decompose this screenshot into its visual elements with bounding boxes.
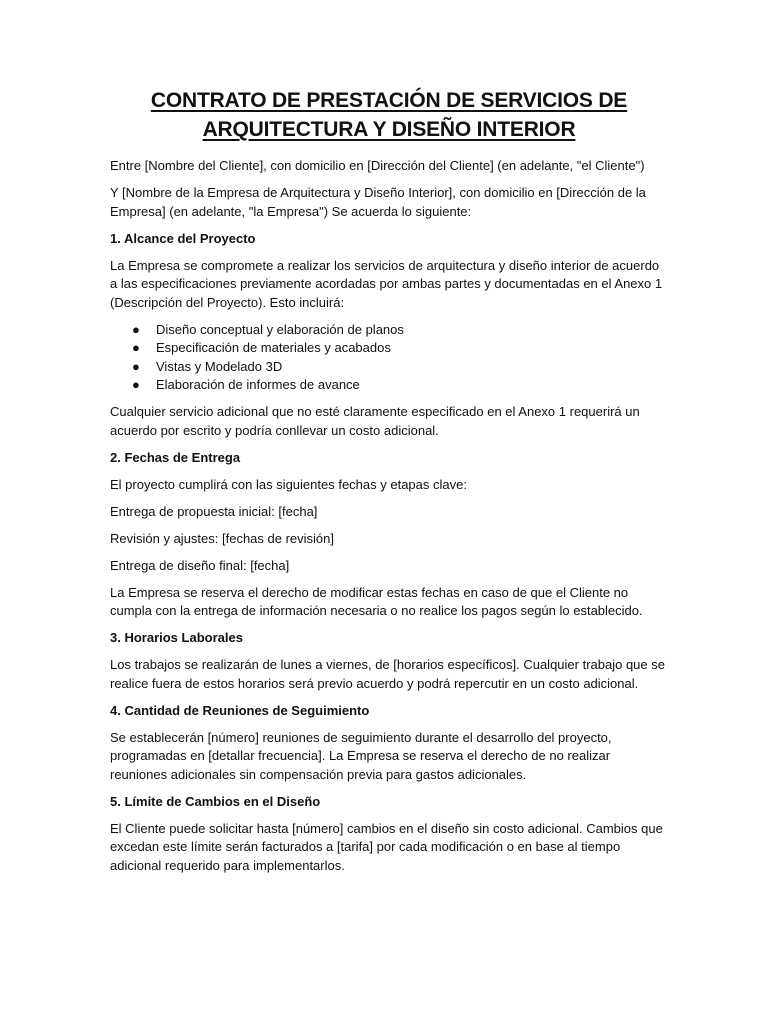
title-line-1: CONTRATO DE PRESTACIÓN DE SERVICIOS DE (150, 89, 628, 112)
intro-client: Entre [Nombre del Cliente], con domicilio en [Dirección del Cliente] (en adelante, "el Cliente") (110, 158, 645, 173)
section-1-paragraph-1: La Empresa se compromete a realizar los servicios de arquitectura y diseño interior de acuerdo a las especificaciones previamente acordadas por ambas partes y documentadas en el Anexo 1 (Descripción del Proyecto). Esto incluirá: (110, 257, 663, 310)
section-5-heading: 5. Límite de Cambios en el Diseño (110, 793, 321, 809)
section-4-paragraph-1: Se establecerán [número] reuniones de seguimiento durante el desarrollo del proyecto, programadas en [detallar frecuencia]. La Empresa se reserva el derecho de no realizar reuniones adicionales sin compensación previa para gastos adicionales. (110, 729, 612, 782)
bullet-icon: ● (132, 377, 140, 392)
bullet-icon: ● (132, 358, 140, 374)
bullet-icon: ● (132, 340, 140, 355)
section-1-paragraph-2: Cualquier servicio adicional que no esté claramente especificado en el Anexo 1 requerirá un acuerdo por escrito y podría conllevar un costo adicional. (110, 404, 640, 438)
section-2-paragraph-4: Entrega de diseño final: [fecha] (110, 557, 290, 573)
title-line-2: ARQUITECTURA Y DISEÑO INTERIOR (202, 118, 576, 141)
section-2-heading: 2. Fechas de Entrega (110, 449, 241, 465)
section-1-heading: 1. Alcance del Proyecto (110, 230, 256, 246)
list-item (132, 339, 668, 358)
section-4-heading: 4. Cantidad de Reuniones de Seguimiento (110, 702, 370, 718)
section-2-paragraph-5: La Empresa se reserva el derecho de modificar estas fechas en caso de que el Cliente no cumpla con la entrega de información necesaria o no realice los pagos según lo establecido. (110, 584, 643, 618)
list-item-text: Elaboración de informes de avance (156, 377, 360, 392)
intro-company: Y [Nombre de la Empresa de Arquitectura y Diseño Interior], con domicilio en [Dirección de la Empresa] (en adelante, "la Empresa") Se acuerda lo siguiente: (110, 185, 646, 219)
list-item (132, 358, 668, 377)
document-title (110, 86, 668, 144)
section-3-heading: 3. Horarios Laborales (110, 630, 243, 645)
section-2-paragraph-3: Revisión y ajustes: [fechas de revisión] (110, 530, 334, 546)
list-item-text: Diseño conceptual y elaboración de planos (156, 321, 404, 337)
list-item (132, 376, 668, 395)
section-2-paragraph-1: El proyecto cumplirá con las siguientes fechas y etapas clave: (110, 476, 467, 492)
section-5-paragraph-1: El Cliente puede solicitar hasta [número] cambios en el diseño sin costo adicional. Cambios que excedan este límite serán facturados a [tarifa] por cada modificación o en base al tiempo adicional requerido para implementarlos. (110, 820, 663, 873)
bullet-icon: ● (132, 321, 140, 337)
list-item-text: Especificación de materiales y acabados (156, 340, 391, 355)
list-item (132, 321, 668, 340)
section-2-paragraph-2: Entrega de propuesta inicial: [fecha] (110, 503, 318, 519)
list-item-text: Vistas y Modelado 3D (156, 358, 283, 374)
section-1-bullet-list (110, 321, 668, 395)
section-3-paragraph-1: Los trabajos se realizarán de lunes a viernes, de [horarios específicos]. Cualquier trabajo que se realice fuera de estos horarios será previo acuerdo y podrá repercutir en un costo adicional. (110, 657, 665, 691)
